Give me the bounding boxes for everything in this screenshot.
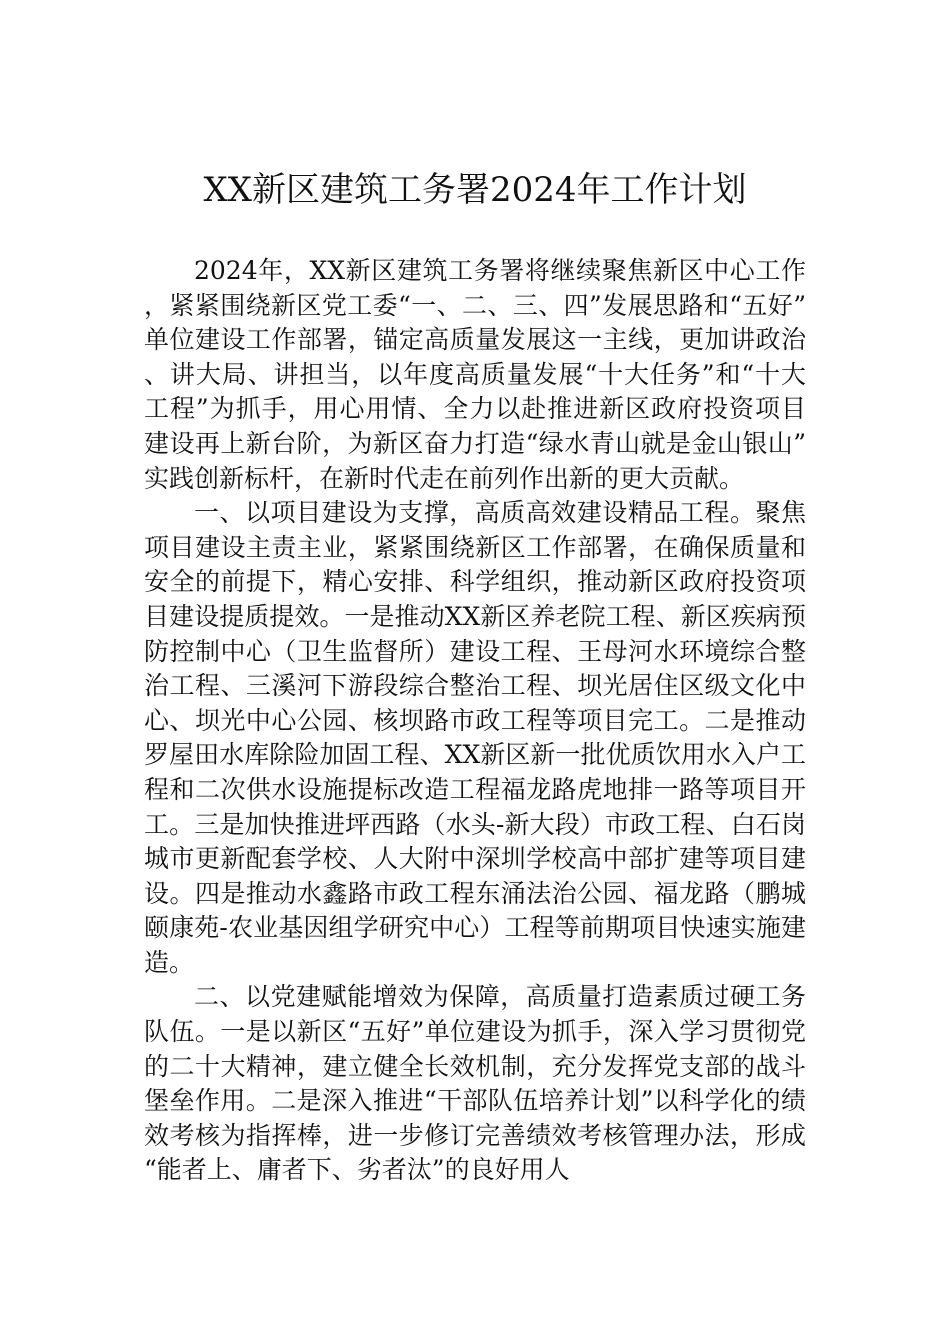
- paragraph-section-2: 二、以党建赋能增效为保障，高质量打造素质过硬工务队伍。一是以新区“五好”单位建设为抓手，深入学习贯彻党的二十大精神，建立健全长效机制，充分发挥党支部的战斗堡垒作用。二是深入推进“干部队伍培养计划”以科学化的绩效考核为指挥棒，进一步修订完善绩效考核管理办法，形成“能者上、庸者下、劣者汰”的良好用人: [144, 982, 806, 1185]
- document-body: [144, 254, 806, 1188]
- paragraph-section-1: 一、以项目建设为支撑，高质高效建设精品工程。聚焦项目建设主责主业，紧紧围绕新区工作部署，在确保质量和安全的前提下，精心安排、科学组织，推动新区政府投资项目建设提质提效。一是推动XX新区养老院工程、新区疾病预防控制中心（卫生监督所）建设工程、王母河水环境综合整治工程、三溪河下游段综合整治工程、坝光居住区级文化中心、坝光中心公园、核坝路市政工程等项目完工。二是推动罗屋田水库除险加固工程、XX新区新一批优质饮用水入户工程和二次供水设施提标改造工程福龙路虎地排一路等项目开工。三是加快推进坪西路（水头-新大段）市政工程、白石岗城市更新配套学校、人大附中深圳学校高中部扩建等项目建设。四是推动水鑫路市政工程东涌法治公园、福龙路（鹏城颐康苑-农业基因组学研究中心）工程等前期项目快速实施建造。: [144, 498, 806, 977]
- document-title: XX新区建筑工务署2024年工作计划: [203, 170, 747, 210]
- paragraph-intro: 2024年，XX新区建筑工务署将继续聚焦新区中心工作，紧紧围绕新区党工委“一、二、三、四”发展思路和“五好”单位建设工作部署，锚定高质量发展这一主线，更加讲政治、讲大局、讲担当，以年度高质量发展“十大任务”和“十大工程”为抓手，用心用情、全力以赴推进新区政府投资项目建设再上新台阶，为新区奋力打造“绿水青山就是金山银山”实践创新标杆，在新时代走在前列作出新的更大贡献。: [144, 256, 806, 493]
